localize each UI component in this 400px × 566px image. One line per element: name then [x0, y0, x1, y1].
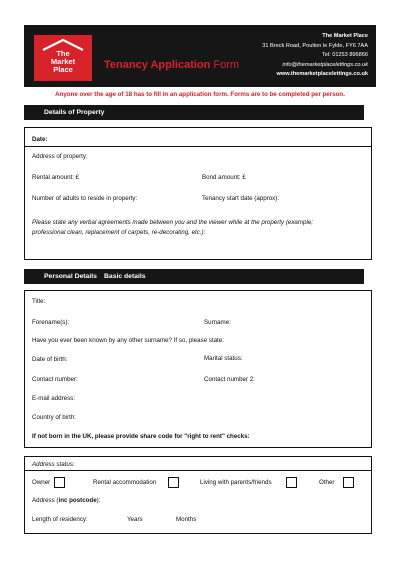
company-address: 31 Breck Road, Poulton le Fylde, FY6 7AA [262, 42, 368, 49]
logo-line-3: Place [53, 65, 73, 74]
dob-label: Date of birth: [32, 356, 68, 363]
other-checkbox[interactable] [343, 477, 354, 488]
personal-section-title: Personal Details [44, 273, 97, 280]
date-divider [24, 146, 372, 147]
share-code-label: If not born in the UK, please provide share code for "right to rent" checks: [32, 433, 250, 440]
address-label-end: ): [96, 497, 101, 504]
living-with-parents-label: Living with parents/friends [200, 479, 272, 486]
personal-details-box [24, 290, 372, 448]
address-label-start: Address ( [32, 497, 59, 504]
years-label: Years [127, 516, 143, 523]
email-label: E-mail address: [32, 395, 75, 402]
address-status-divider [24, 470, 372, 471]
adults-count-label: Number of adults to reside in property: [32, 195, 138, 202]
contact-number-label: Contact number: [32, 376, 78, 383]
company-name: The Market Place [322, 33, 368, 39]
form-title-plain: Form [210, 59, 240, 71]
country-of-birth-label: Country of birth: [32, 414, 77, 421]
date-label: Date: [32, 136, 48, 143]
other-surname-label: Have you ever been known by any other surname? If so, please state: [32, 337, 224, 344]
address-label-postcode: inc postcode [58, 497, 97, 504]
rental-accommodation-label: Rental accommodation [93, 479, 157, 486]
contact-number-2-label: Contact number 2: [204, 376, 255, 383]
personal-section-subtitle: Basic details [104, 273, 146, 280]
company-website: www.themarketplacelettings.co.uk [276, 71, 368, 77]
surname-label: Surname: [204, 319, 231, 326]
bond-amount-label: Bond amount: £ [202, 174, 246, 181]
owner-label: Owner [32, 479, 51, 486]
address-status-heading: Address status: [32, 461, 75, 468]
owner-checkbox[interactable] [54, 477, 65, 488]
living-with-parents-checkbox[interactable] [286, 477, 297, 488]
address-label [32, 497, 100, 504]
personal-section-header [24, 269, 364, 284]
rental-amount-label: Rental amount: £ [32, 174, 80, 181]
months-label: Months [176, 516, 197, 523]
logo-line-1: The [56, 49, 70, 58]
verbal-agreements-label-1: Please state any verbal agreements made between you and the viewer while at the property (example; [32, 219, 314, 226]
company-email: info@themarketplacelettings.co.uk [282, 61, 368, 68]
age-notice: Anyone over the age of 18 has to fill in an application form. Forms are to be completed per person. [55, 91, 345, 98]
tenancy-start-label: Tenancy start date (approx): [202, 195, 280, 202]
company-phone: Tel: 01253 896866 [321, 52, 368, 58]
title-label: Title: [32, 298, 46, 305]
company-contact [262, 32, 368, 80]
form-title-red: Tenancy Application [104, 59, 211, 71]
other-label: Other [319, 479, 335, 486]
residency-length-label: Length of residency: [32, 516, 88, 523]
forename-label: Forename(s): [32, 319, 70, 326]
marital-status-label: Marital status: [204, 355, 243, 362]
verbal-agreements-label-2: professional clean, replacement of carpets, re-decorating, etc.): [32, 229, 206, 236]
property-address-label: Address of property: [32, 153, 88, 160]
property-section-header [24, 105, 364, 120]
logo-line-2: Market [50, 57, 76, 66]
rental-accommodation-checkbox[interactable] [168, 477, 179, 488]
logo-text [34, 50, 92, 74]
property-section-title: Details of Property [44, 109, 105, 116]
form-title [104, 59, 239, 71]
